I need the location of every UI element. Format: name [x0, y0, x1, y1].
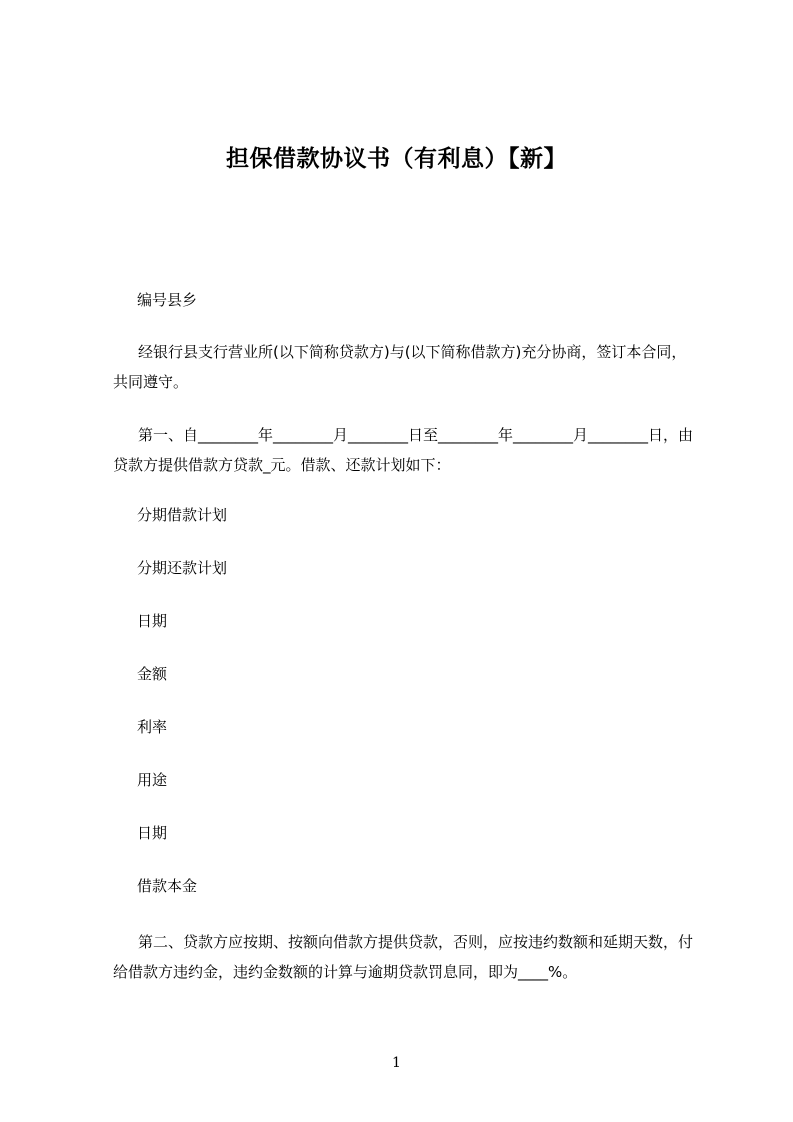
plan-item-installment-repayment: 分期还款计划 — [137, 559, 228, 577]
document-title: 担保借款协议书（有利息）【新】 — [226, 146, 567, 172]
plan-item-date: 日期 — [137, 612, 168, 630]
intro-paragraph: 经银行县支行营业所(以下简称贷款方)与(以下简称借款方)充分协商，签订本合同，共同遵守。 — [113, 343, 687, 391]
plan-item-installment-borrowing: 分期借款计划 — [137, 506, 228, 524]
plan-item-purpose: 用途 — [137, 771, 168, 789]
page-number: 1 — [392, 1055, 401, 1071]
number-line: 编号县乡 — [137, 291, 198, 309]
plan-item-date-2: 日期 — [137, 824, 168, 842]
clause-2-paragraph: 第二、贷款方应按期、按额向借款方提供贷款，否则，应按违约数额和延期天数，付给借款方违约金，违约金数额的计算与逾期贷款罚息同，即为____%。 — [113, 933, 694, 981]
plan-item-principal: 借款本金 — [137, 877, 198, 895]
plan-item-amount: 金额 — [137, 665, 168, 683]
plan-item-interest-rate: 利率 — [137, 718, 168, 736]
clause-1-paragraph: 第一、自________年________月________日至________年________月________日，由贷款方提供借款方贷款_元。借款、还款计划如下： — [113, 426, 694, 474]
